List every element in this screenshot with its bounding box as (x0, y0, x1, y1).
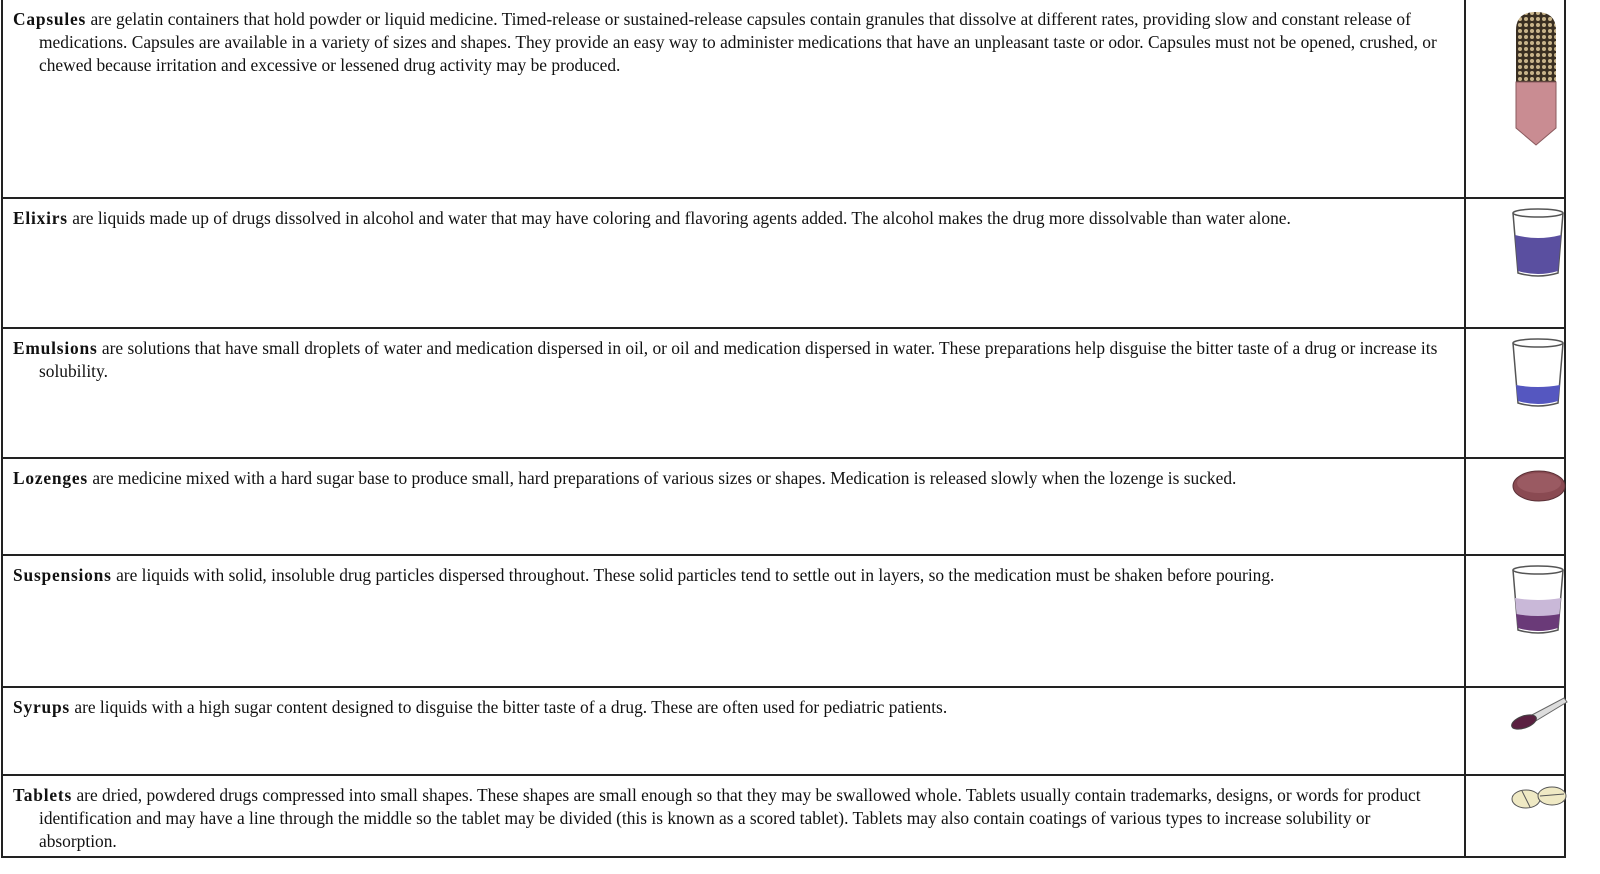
elixir-cup-icon (1510, 207, 1566, 279)
syrup-spoon-icon (1510, 694, 1568, 730)
image-cell (1465, 458, 1565, 555)
definition: are liquids with a high sugar content designed to disguise the bitter taste of a drug. These are often used for pediatric patients. (70, 697, 948, 717)
definition: are liquids made up of drugs dissolved in alcohol and water that may have coloring and flavoring agents added. The alcohol makes the drug more dissolvable than water alone. (67, 208, 1291, 228)
term: Lozenges (13, 468, 88, 488)
description-cell (2, 687, 1465, 775)
description-cell (2, 555, 1465, 687)
tablets-icon (1510, 784, 1568, 812)
table-row (2, 328, 1565, 458)
term: Elixirs (13, 208, 68, 228)
image-cell (1465, 328, 1565, 458)
definition: are dried, powdered drugs compressed into small shapes. These shapes are small enough so that they may be swallowed whole. Tablets usually contain trademarks, designs, or words for product identification and may have a line through the middle so the tablet may be divided (this is known as a scored tablet). Tablets may also contain coatings of various types to increase solubility or absorption. (39, 785, 1421, 851)
description-cell (2, 198, 1465, 328)
capsule-icon (1511, 10, 1561, 150)
term: Suspensions (13, 565, 112, 585)
image-cell (1465, 0, 1565, 198)
description-cell (2, 775, 1465, 857)
table-row (2, 198, 1565, 328)
definition: are medicine mixed with a hard sugar base to produce small, hard preparations of various sizes or shapes. Medication is released slowly when the lozenge is sucked. (88, 468, 1237, 488)
table-row (2, 775, 1565, 857)
term: Tablets (13, 785, 73, 805)
term: Emulsions (13, 338, 98, 358)
definition: are liquids with solid, insoluble drug particles dispersed throughout. These solid particles tend to settle out in layers, so the medication must be shaken before pouring. (111, 565, 1275, 585)
emulsion-cup-icon (1510, 337, 1566, 409)
suspension-cup-icon (1510, 564, 1566, 636)
table-row (2, 555, 1565, 687)
lozenge-icon (1511, 469, 1567, 503)
description-cell (2, 328, 1465, 458)
definition: are solutions that have small droplets of water and medication dispersed in oil, or oil and medication dispersed in water. These preparations help disguise the bitter taste of a drug or increase its solubility. (39, 338, 1438, 381)
definition: are gelatin containers that hold powder or liquid medicine. Timed-release or sustained-release capsules contain granules that dissolve at different rates, providing slow and constant release of medications. Capsules are available in a variety of sizes and shapes. They provide an easy way to administer medications that have an unpleasant taste or odor. Capsules must not be opened, crushed, or chewed because irritation and excessive or lessened drug activity may be produced. (39, 9, 1437, 75)
image-cell (1465, 198, 1565, 328)
image-cell (1465, 775, 1565, 857)
dosage-forms-table (1, 0, 1566, 858)
table-row (2, 0, 1565, 198)
table-row (2, 687, 1565, 775)
description-cell (2, 0, 1465, 198)
table-row (2, 458, 1565, 555)
term: Syrups (13, 697, 70, 717)
term: Capsules (13, 9, 87, 29)
image-cell (1465, 555, 1565, 687)
description-cell (2, 458, 1465, 555)
image-cell (1465, 687, 1565, 775)
